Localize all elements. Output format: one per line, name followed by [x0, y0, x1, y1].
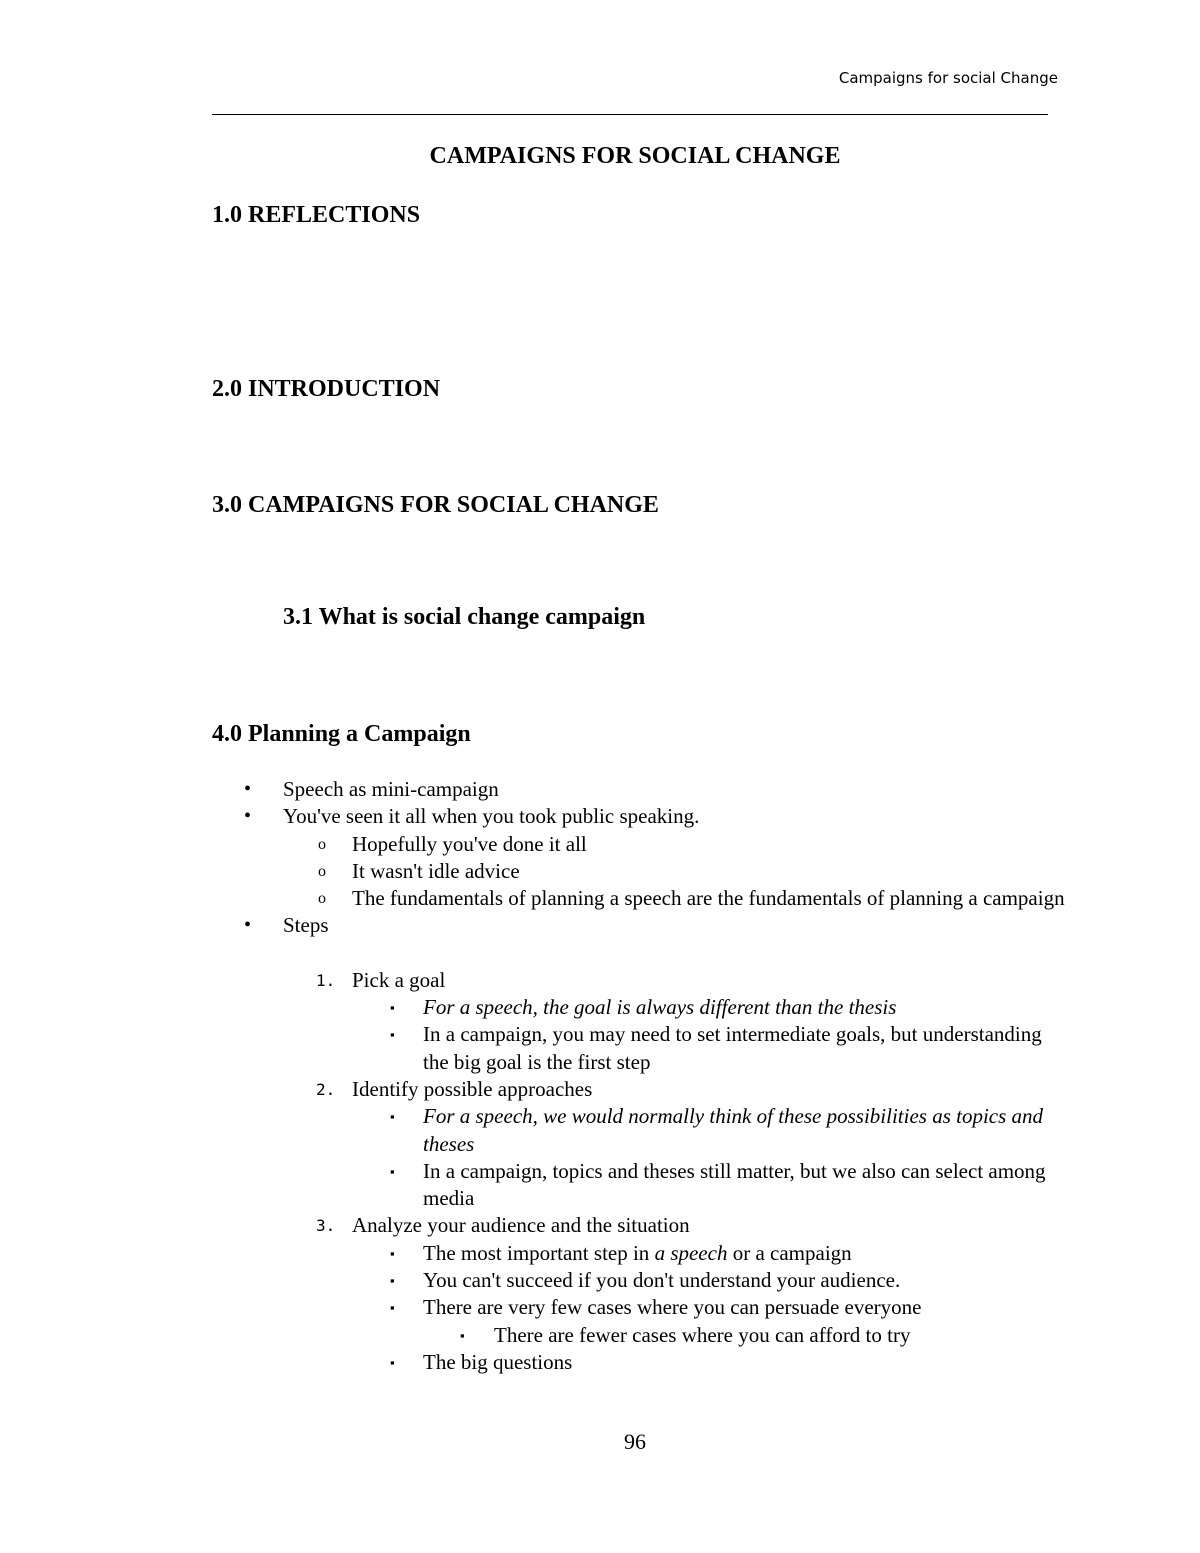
square-marker: ▪ — [390, 1354, 395, 1370]
list-item — [212, 1158, 1072, 1213]
list-item — [212, 1021, 1072, 1076]
header-rule — [212, 114, 1048, 115]
list-item — [212, 1349, 1072, 1376]
list-item-text-end: or a campaign — [727, 1240, 852, 1265]
list-item-text: There are very few cases where you can persuade everyone — [423, 1295, 922, 1320]
step-number: 3. — [316, 1216, 336, 1236]
square-marker: ▪ — [390, 1163, 395, 1179]
list-item — [212, 994, 1072, 1021]
list-item-text-start: The most important step in — [423, 1240, 655, 1265]
list-item-text: Steps — [283, 913, 329, 938]
bullet-marker: • — [244, 914, 252, 937]
list-item — [212, 858, 1072, 885]
list-item-text: Hopefully you've done it all — [352, 831, 587, 856]
heading-reflections: 1.0 REFLECTIONS — [212, 202, 421, 228]
list-item — [212, 1240, 1072, 1267]
circle-marker: o — [318, 862, 326, 880]
list-item-text: For a speech, the goal is always different than the thesis — [423, 995, 897, 1020]
list-item — [212, 885, 1072, 912]
list-item — [212, 831, 1072, 858]
list-item — [212, 1294, 1072, 1321]
list-item-text: The fundamentals of planning a speech are the fundamentals of planning a campaign — [352, 886, 1065, 911]
step-item — [212, 1076, 1072, 1103]
heading-campaigns: 3.0 CAMPAIGNS FOR SOCIAL CHANGE — [212, 492, 659, 518]
square-marker: ▪ — [460, 1327, 465, 1343]
planning-outline — [212, 776, 1072, 1376]
bullet-marker: • — [244, 778, 252, 800]
step-number: 2. — [316, 1079, 336, 1099]
list-item-text: In a campaign, topics and theses still matter, but we also can select among media — [423, 1158, 1046, 1211]
bullet-marker: • — [244, 805, 252, 828]
list-item — [212, 912, 1072, 939]
list-item-text: There are fewer cases where you can afford to try — [494, 1322, 911, 1347]
step-item — [212, 967, 1072, 994]
list-item-emphasis: a speech — [654, 1240, 728, 1265]
square-marker: ▪ — [390, 1245, 395, 1261]
list-item — [212, 1267, 1072, 1294]
list-spacer — [212, 940, 1072, 967]
square-marker: ▪ — [390, 1109, 395, 1125]
list-item-text: You can't succeed if you don't understand your audience. — [423, 1268, 901, 1293]
document-title: CAMPAIGNS FOR SOCIAL CHANGE — [429, 143, 841, 169]
circle-marker: o — [318, 835, 326, 853]
list-item-text: In a campaign, you may need to set intermediate goals, but understanding the big goal is the first step — [423, 1022, 1042, 1074]
square-marker: ▪ — [390, 1273, 395, 1289]
step-text: Identify possible approaches — [352, 1076, 593, 1101]
list-item — [212, 776, 1072, 803]
list-item-text: It wasn't idle advice — [352, 858, 520, 883]
heading-introduction: 2.0 INTRODUCTION — [212, 376, 441, 402]
step-text: Analyze your audience and the situation — [352, 1213, 690, 1238]
list-item — [212, 803, 1072, 830]
circle-marker: o — [318, 890, 326, 908]
list-item-text: Speech as mini-campaign — [283, 777, 499, 801]
square-marker: ▪ — [390, 1000, 395, 1016]
list-item — [212, 1322, 1072, 1349]
step-item — [212, 1212, 1072, 1239]
list-item-text: The big questions — [423, 1349, 573, 1374]
square-marker: ▪ — [390, 1300, 395, 1316]
list-item — [212, 1103, 1072, 1158]
page-number: 96 — [624, 1429, 646, 1454]
square-marker: ▪ — [390, 1027, 395, 1043]
running-header: Campaigns for social Change — [838, 69, 1058, 87]
list-item-text: You've seen it all when you took public speaking. — [283, 804, 700, 829]
heading-planning: 4.0 Planning a Campaign — [212, 721, 471, 747]
step-number: 1. — [316, 970, 336, 990]
list-item-text: For a speech, we would normally think of these possibilities as topics and theses — [423, 1104, 1044, 1156]
step-text: Pick a goal — [352, 967, 446, 992]
heading-what-is-campaign: 3.1 What is social change campaign — [283, 604, 646, 630]
